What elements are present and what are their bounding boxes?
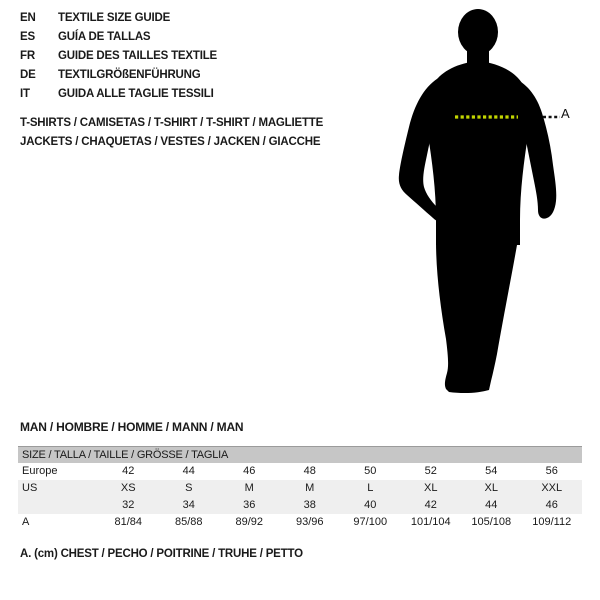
language-label: GUIDE DES TAILLES TEXTILE xyxy=(58,50,217,62)
table-cell: 42 xyxy=(424,499,437,511)
table-cell: 44 xyxy=(485,499,498,511)
table-cell: M xyxy=(305,482,315,494)
table-cell: 54 xyxy=(485,465,498,477)
language-code: FR xyxy=(20,50,35,62)
table-cell: 44 xyxy=(182,465,195,477)
table-row-europe xyxy=(18,463,582,480)
table-cell: XXL xyxy=(541,482,563,494)
man-silhouette-figure xyxy=(390,5,580,395)
language-row xyxy=(20,28,217,47)
table-cell: 32 xyxy=(122,499,135,511)
table-cell: 81/84 xyxy=(114,516,143,528)
language-label: TEXTILE SIZE GUIDE xyxy=(58,12,171,24)
table-cell: 97/100 xyxy=(353,516,388,528)
table-cell: 48 xyxy=(303,465,316,477)
table-cell: 34 xyxy=(182,499,195,511)
table-cell: 36 xyxy=(243,499,256,511)
table-cell: 50 xyxy=(364,465,377,477)
row-label: Europe xyxy=(22,465,58,477)
table-row-numeric xyxy=(18,497,582,514)
category-line-jackets: JACKETS / CHAQUETAS / VESTES / JACKEN / GIACCHE xyxy=(20,136,321,148)
table-cell: 38 xyxy=(303,499,316,511)
table-cell: 46 xyxy=(545,499,558,511)
table-cell: XL xyxy=(484,482,498,494)
table-cell: 52 xyxy=(424,465,437,477)
table-cell: 56 xyxy=(545,465,558,477)
language-row xyxy=(20,47,217,66)
size-table xyxy=(18,446,582,531)
table-cell: 105/108 xyxy=(471,516,512,528)
row-label: A xyxy=(22,516,30,528)
man-silhouette-shape xyxy=(399,9,556,393)
table-cell: L xyxy=(367,482,374,494)
language-label: TEXTILGRÖßENFÜHRUNG xyxy=(58,69,201,81)
category-list xyxy=(20,114,323,152)
size-table-header: SIZE / TALLA / TAILLE / GRÖSSE / TAGLIA xyxy=(18,447,582,463)
language-code: IT xyxy=(20,88,30,100)
table-cell: 40 xyxy=(364,499,377,511)
language-row xyxy=(20,9,217,28)
category-line-tshirts: T-SHIRTS / CAMISETAS / T-SHIRT / T-SHIRT / MAGLIETTE xyxy=(20,117,324,129)
language-row xyxy=(20,85,217,104)
table-row-chest xyxy=(18,514,582,531)
language-label: GUÍA DE TALLAS xyxy=(58,31,151,43)
row-label: US xyxy=(22,482,38,494)
table-cell: 42 xyxy=(122,465,135,477)
language-list xyxy=(20,9,217,104)
man-silhouette xyxy=(390,5,580,395)
row-label xyxy=(18,497,98,514)
table-cell: 46 xyxy=(243,465,256,477)
language-code: DE xyxy=(20,69,36,81)
measurement-footnote: A. (cm) CHEST / PECHO / POITRINE / TRUHE / PETTO xyxy=(20,548,303,560)
language-code: ES xyxy=(20,31,35,43)
table-cell: 101/104 xyxy=(410,516,451,528)
table-cell: 85/88 xyxy=(174,516,203,528)
table-cell: 93/96 xyxy=(295,516,324,528)
table-cell: S xyxy=(185,482,193,494)
language-label: GUIDA ALLE TAGLIE TESSILI xyxy=(58,88,214,100)
language-row xyxy=(20,66,217,85)
table-cell: 109/112 xyxy=(532,516,572,528)
section-heading-man: MAN / HOMBRE / HOMME / MANN / MAN xyxy=(20,420,244,434)
language-code: EN xyxy=(20,12,36,24)
table-cell: 89/92 xyxy=(235,516,264,528)
table-cell: XS xyxy=(120,482,136,494)
table-cell: XL xyxy=(424,482,438,494)
table-row-us xyxy=(18,480,582,497)
measurement-a-label: A xyxy=(561,106,570,121)
table-cell: M xyxy=(244,482,254,494)
